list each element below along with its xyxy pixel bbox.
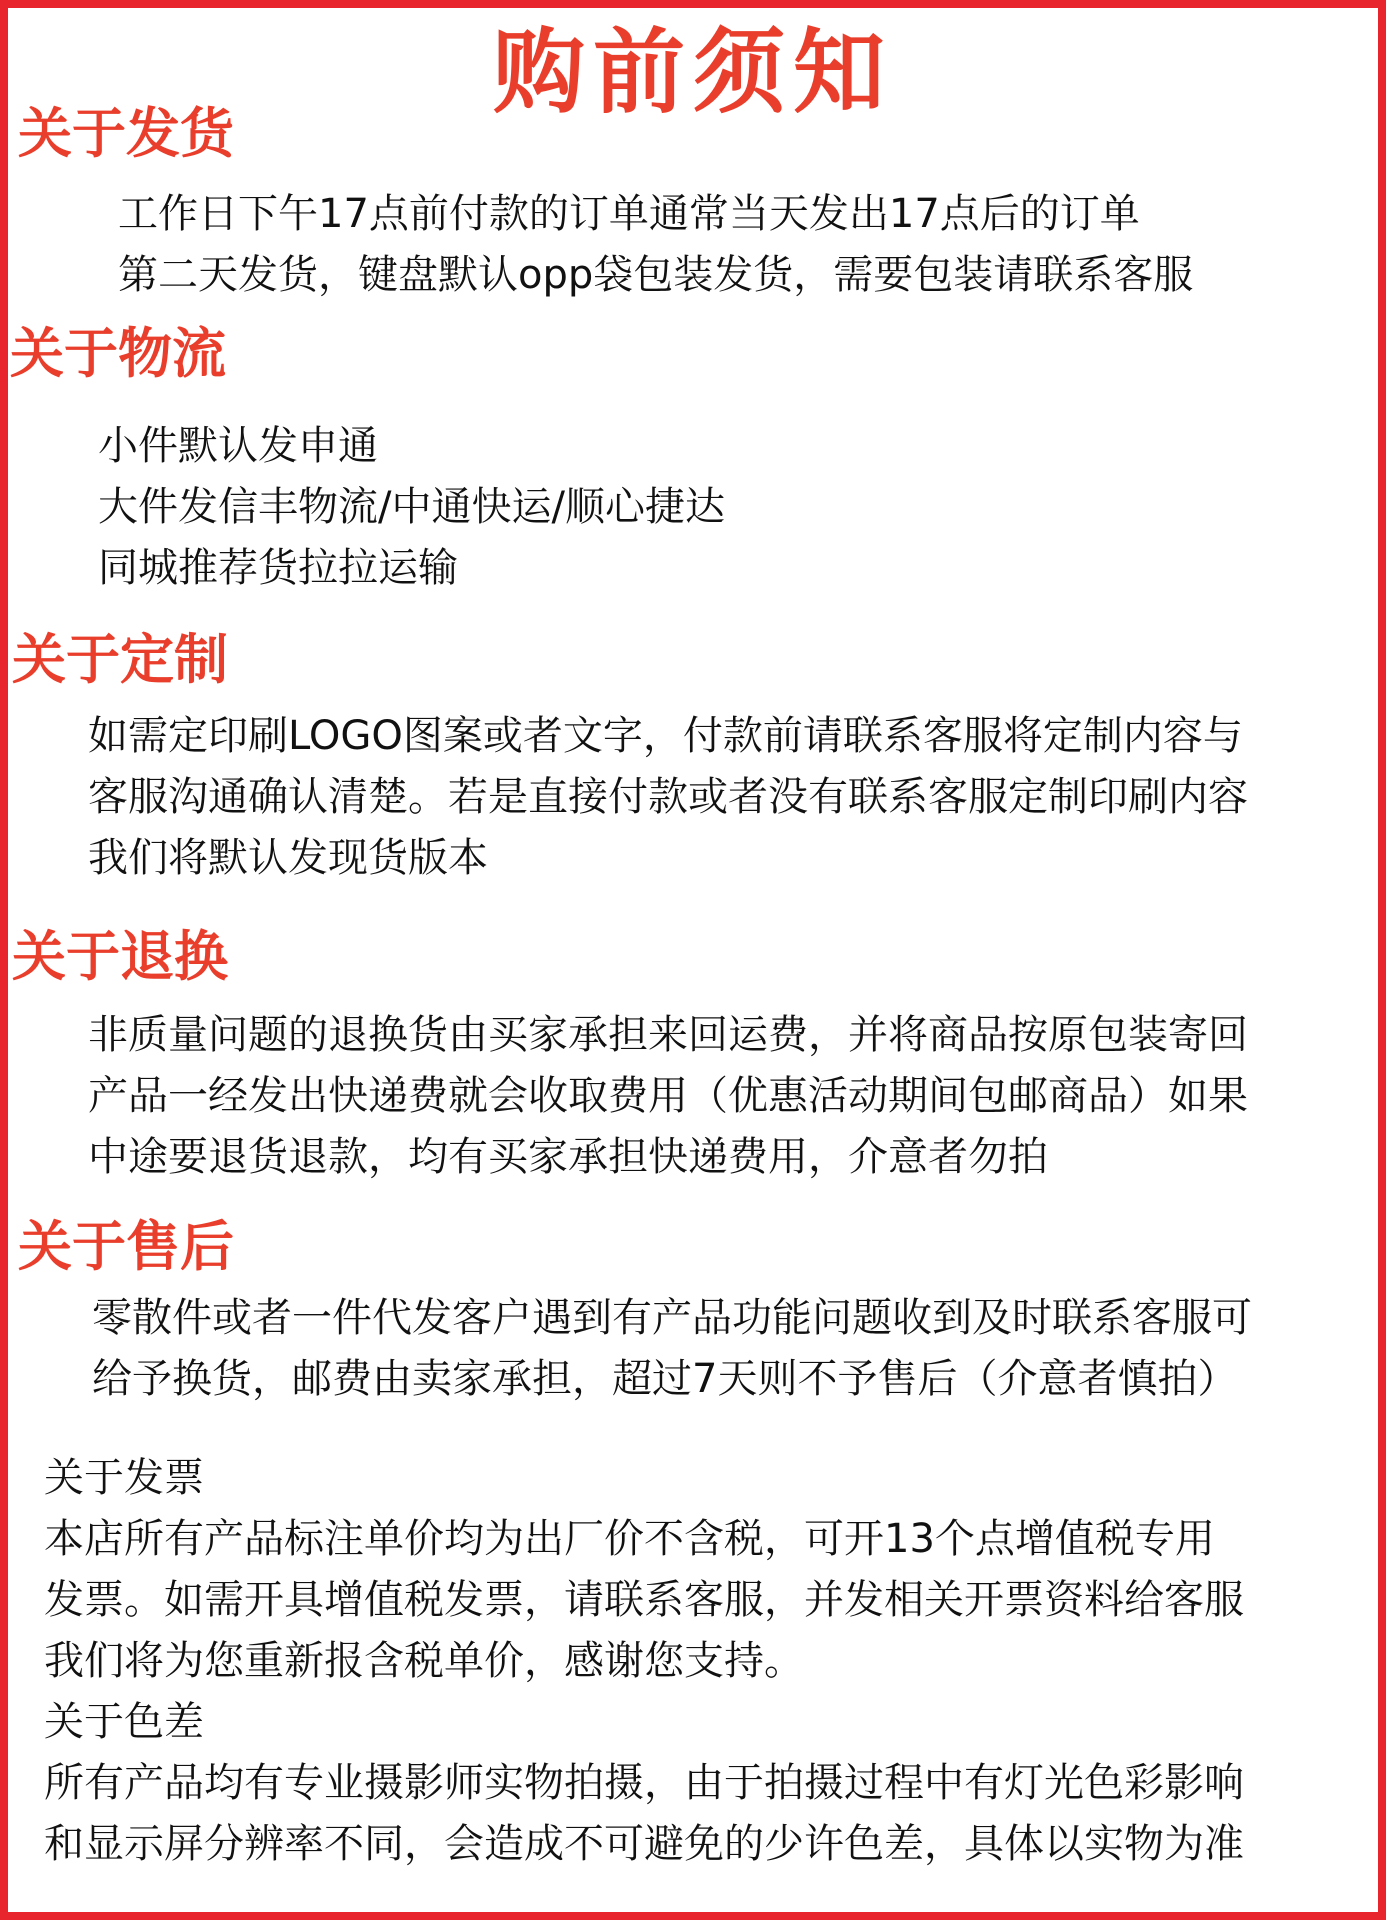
invoice-heading: 关于发票	[44, 1455, 204, 1501]
customization-line-3: 我们将默认发现货版本	[88, 835, 488, 881]
returns-line-2: 产品一经发出快递费就会收取费用（优惠活动期间包邮商品）如果	[88, 1073, 1248, 1119]
customization-heading: 关于定制	[12, 628, 228, 691]
logistics-heading: 关于物流	[10, 322, 226, 385]
invoice-line-1: 本店所有产品标注单价均为出厂价不含税，可开13个点增值税专用	[44, 1516, 1215, 1562]
shipping-text	[118, 184, 1193, 306]
color-difference-heading: 关于色差	[44, 1699, 204, 1745]
after-sales-line-2: 给予换货，邮费由卖家承担，超过7天则不予售后（介意者慎拍）	[92, 1356, 1238, 1402]
shipping-heading: 关于发货	[18, 102, 234, 165]
color-difference-line-1: 所有产品均有专业摄影师实物拍摄，由于拍摄过程中有灯光色彩影响	[44, 1760, 1244, 1806]
returns-heading: 关于退换	[12, 925, 228, 988]
shipping-line-2: 第二天发货，键盘默认opp袋包装发货，需要包装请联系客服	[118, 252, 1194, 298]
invoice-line-3: 我们将为您重新报含税单价，感谢您支持。	[44, 1638, 804, 1684]
returns-text	[88, 1005, 1248, 1188]
logistics-text	[98, 416, 725, 599]
shipping-line-1: 工作日下午17点前付款的订单通常当天发出17点后的订单	[118, 191, 1140, 237]
customization-text	[88, 706, 1248, 889]
returns-line-3: 中途要退货退款，均有买家承担快递费用，介意者勿拍	[88, 1134, 1048, 1180]
after-sales-text	[92, 1288, 1252, 1410]
color-difference-line-2: 和显示屏分辨率不同，会造成不可避免的少许色差，具体以实物为准	[44, 1821, 1244, 1867]
customization-line-1: 如需定印刷LOGO图案或者文字，付款前请联系客服将定制内容与	[88, 713, 1243, 759]
returns-line-1: 非质量问题的退换货由买家承担来回运费，并将商品按原包装寄回	[88, 1012, 1248, 1058]
after-sales-line-1: 零散件或者一件代发客户遇到有产品功能问题收到及时联系客服可	[92, 1295, 1252, 1341]
logistics-line-2: 大件发信丰物流/中通快运/顺心捷达	[98, 484, 725, 530]
invoice-line-2: 发票。如需开具增值税发票，请联系客服，并发相关开票资料给客服	[44, 1577, 1244, 1623]
color-difference-text	[44, 1753, 1244, 1875]
logistics-line-3: 同城推荐货拉拉运输	[98, 545, 458, 591]
customization-line-2: 客服沟通确认清楚。若是直接付款或者没有联系客服定制印刷内容	[88, 774, 1248, 820]
logistics-line-1: 小件默认发申通	[98, 423, 378, 469]
invoice-text	[44, 1509, 1244, 1692]
after-sales-heading: 关于售后	[18, 1215, 234, 1278]
page-title: 购前须知	[492, 19, 893, 126]
